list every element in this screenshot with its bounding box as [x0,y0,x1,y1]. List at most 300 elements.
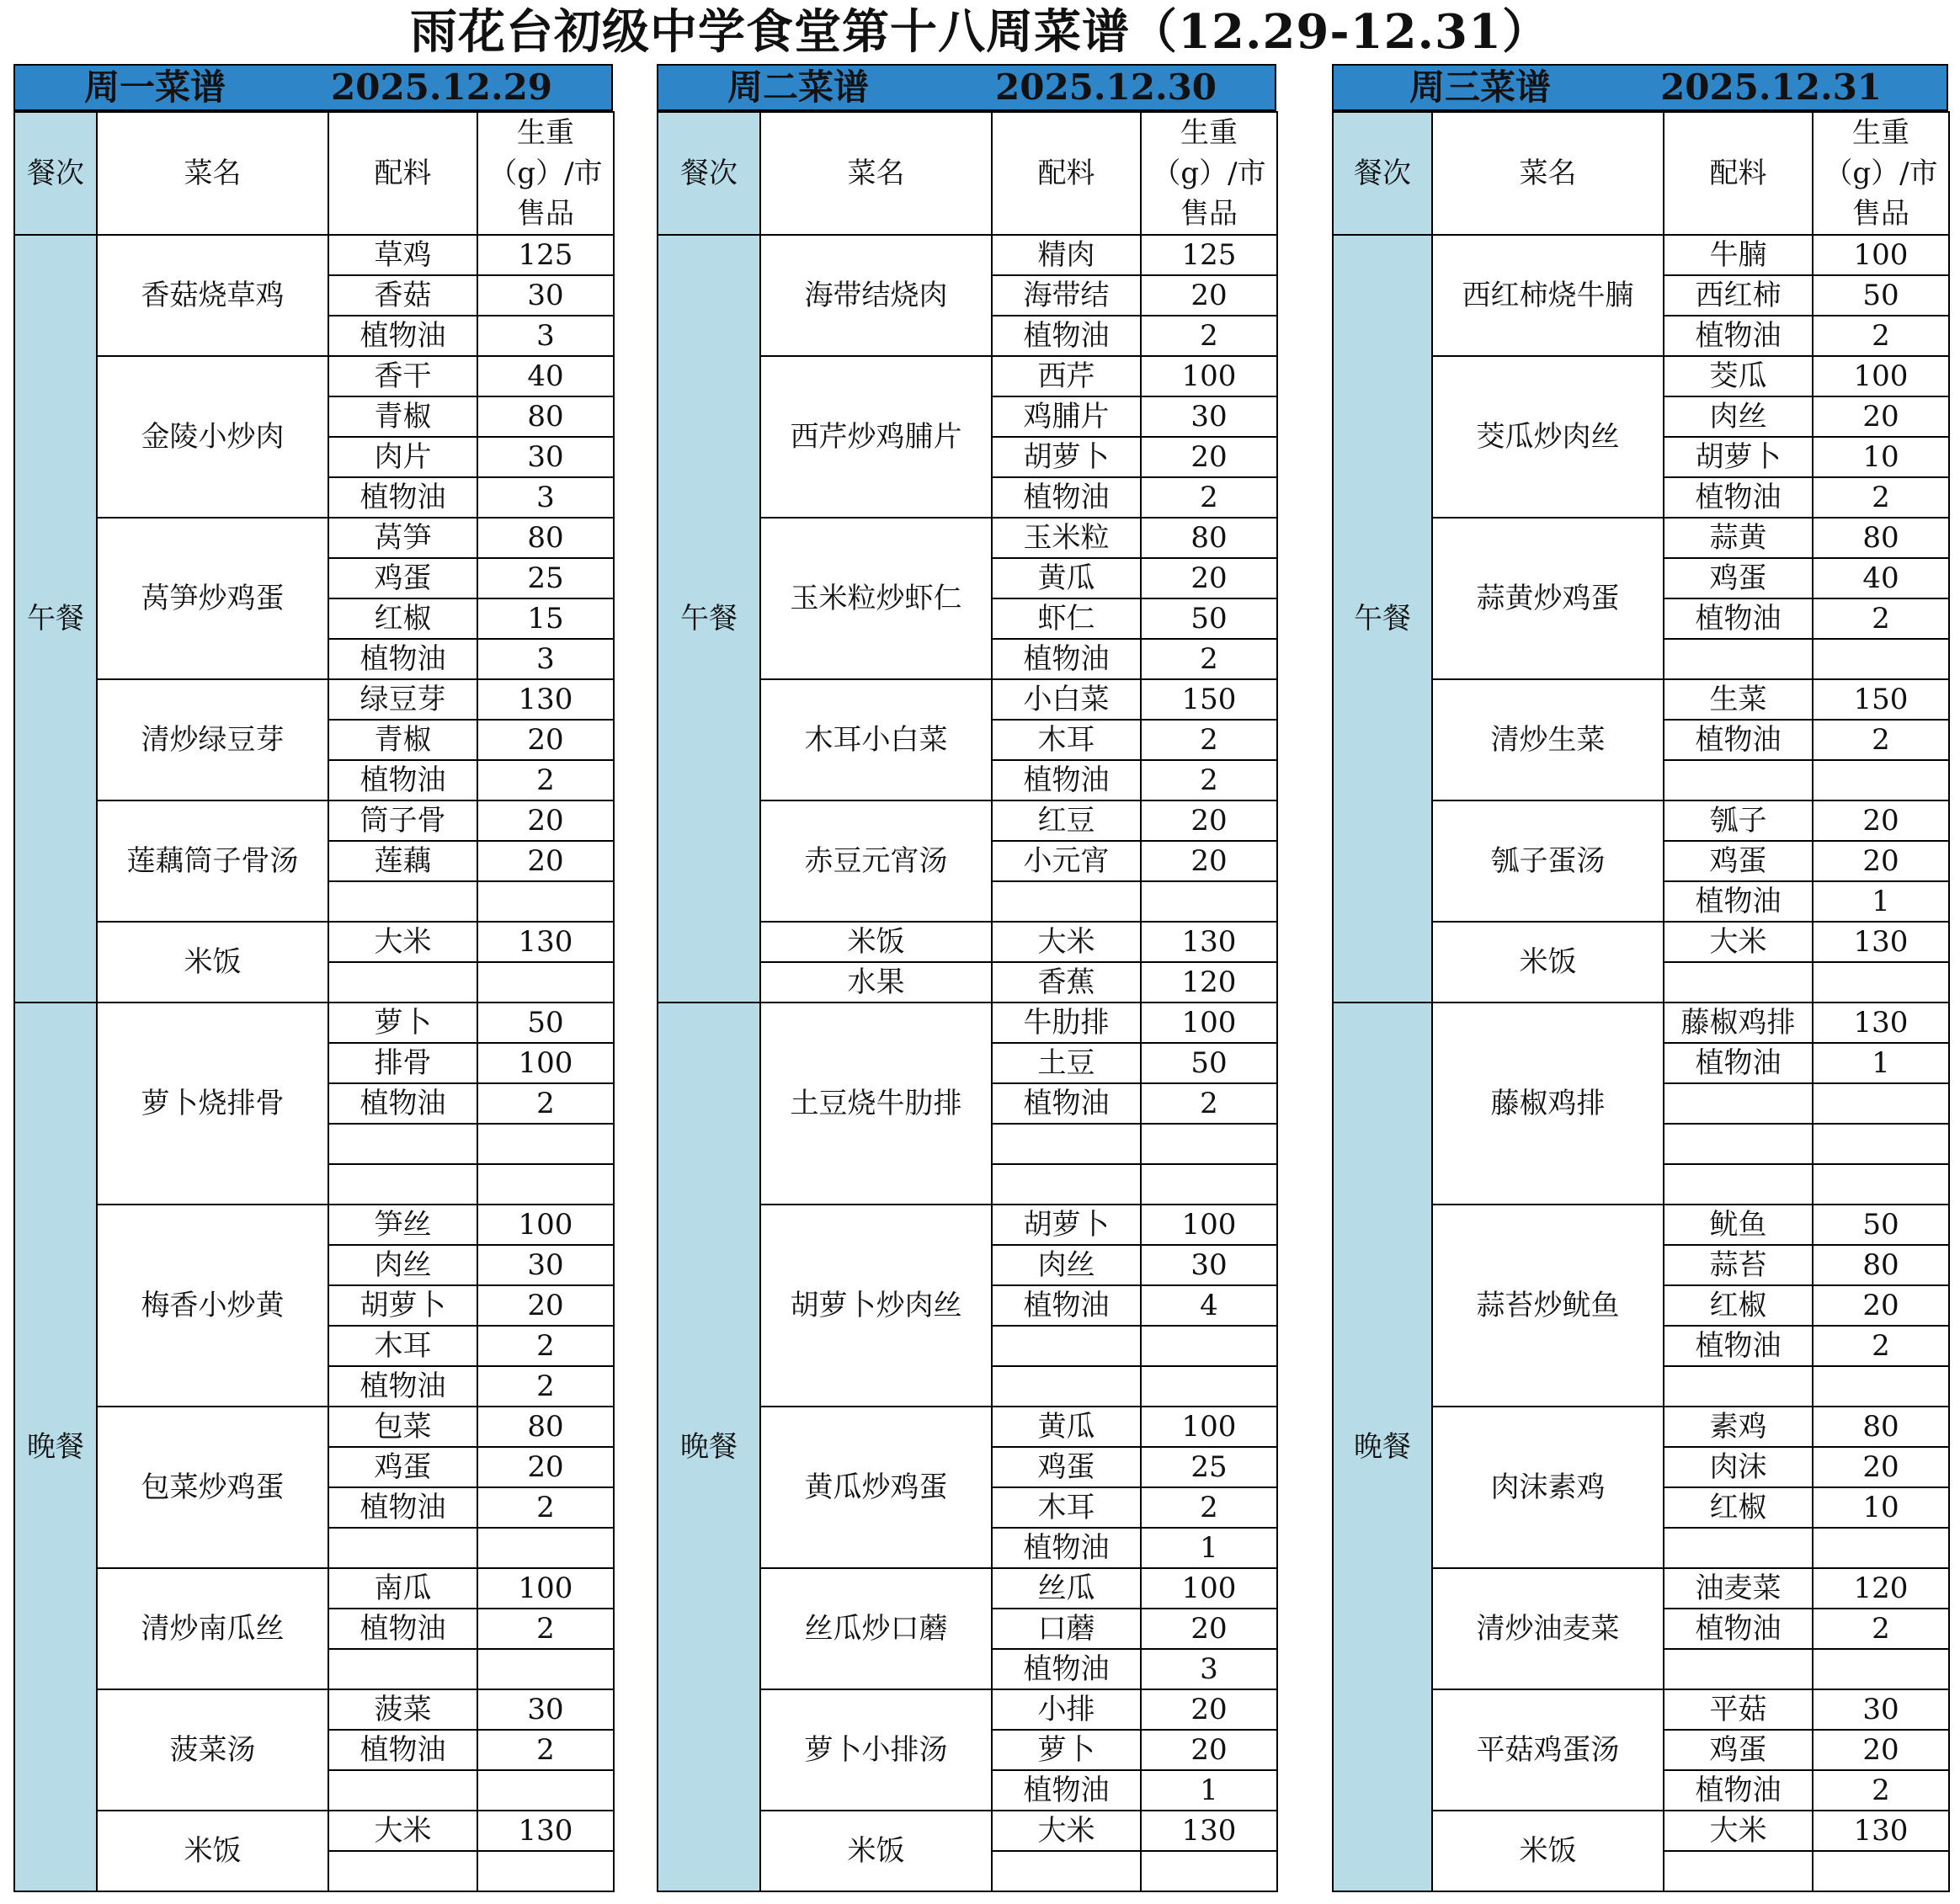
ingredient-weight: 25 [477,558,614,598]
weight-column-header: 生重（g）/市售品 [1141,112,1277,235]
ingredient-weight: 130 [1813,922,1949,962]
ingredient-name: 萝卜 [328,1003,477,1043]
ingredient-weight: 2 [477,1326,614,1366]
ingredient-weight: 2 [477,1609,614,1649]
ingredient-name: 牛肋排 [992,1003,1141,1043]
table-row [14,1205,614,1245]
ingredient-name: 鸡蛋 [1664,558,1813,598]
ingredient-name: 植物油 [1664,598,1813,639]
ingredient-weight: 130 [1141,1811,1277,1851]
ingredient-name [1664,1366,1813,1407]
ingredient-name: 精肉 [992,235,1141,275]
ingredient-weight [1813,1528,1949,1568]
table-row [14,1003,614,1043]
ingredient-weight: 20 [477,1447,614,1487]
ingredient-name: 肉片 [328,437,477,477]
ingredient-name: 植物油 [992,1528,1141,1568]
ingredient-weight: 20 [1141,437,1277,477]
ingredient-weight [1141,881,1277,922]
ingredient-weight: 30 [477,437,614,477]
ingredient-name: 平菇 [1664,1689,1813,1730]
day-name: 周一菜谱 [84,66,226,108]
ingredient-weight: 1 [1141,1528,1277,1568]
ingredient-column-header: 配料 [328,112,477,235]
table-row [14,1811,614,1851]
ingredient-name: 西红柿 [1664,275,1813,316]
ingredient-weight: 20 [1141,800,1277,841]
dish-name: 菠菜汤 [97,1689,328,1811]
ingredient-weight: 130 [477,922,614,962]
ingredient-name [1664,1124,1813,1164]
ingredient-name: 植物油 [1664,1326,1813,1366]
ingredient-weight [1813,639,1949,679]
dish-name: 藤椒鸡排 [1432,1003,1664,1205]
ingredient-name: 排骨 [328,1043,477,1083]
ingredient-weight: 150 [1141,679,1277,720]
ingredient-name [992,1851,1141,1891]
ingredient-weight: 20 [1813,396,1949,437]
ingredient-name: 植物油 [992,1770,1141,1811]
ingredient-weight: 80 [1141,518,1277,558]
meal-label: 午餐 [1333,235,1432,1003]
ingredient-name: 肉丝 [1664,396,1813,437]
ingredient-weight [1813,962,1949,1003]
ingredient-name: 植物油 [1664,477,1813,518]
ingredient-name: 筒子骨 [328,800,477,841]
ingredient-name: 虾仁 [992,598,1141,639]
dish-name: 水果 [760,962,992,1003]
ingredient-weight: 20 [1813,1285,1949,1326]
ingredient-name [1664,1649,1813,1689]
ingredient-weight: 40 [477,356,614,396]
ingredient-name: 植物油 [992,760,1141,800]
meal-label: 晚餐 [1333,1003,1432,1891]
ingredient-name: 牛腩 [1664,235,1813,275]
ingredient-weight: 100 [1141,1407,1277,1447]
page-title: 雨花台初级中学食堂第十八周菜谱（12.29-12.31） [410,4,1550,60]
ingredient-name: 草鸡 [328,235,477,275]
day-date: 2025.12.29 [331,66,553,108]
ingredient-name: 香蕉 [992,962,1141,1003]
ingredient-weight: 20 [1141,558,1277,598]
ingredient-weight: 2 [1141,1487,1277,1528]
ingredient-weight: 100 [477,1043,614,1083]
ingredient-name: 黄瓜 [992,558,1141,598]
ingredient-weight: 3 [1141,1649,1277,1689]
menu-table [657,111,1278,1892]
dish-name: 清炒油麦菜 [1432,1568,1664,1689]
ingredient-weight: 2 [1141,760,1277,800]
dish-column-header: 菜名 [97,112,328,235]
ingredient-name: 植物油 [328,316,477,356]
ingredient-name: 胡萝卜 [328,1285,477,1326]
ingredient-name: 植物油 [328,1083,477,1124]
ingredient-name: 大米 [328,1811,477,1851]
dish-name: 蒜黄炒鸡蛋 [1432,518,1664,679]
ingredient-name: 鸡脯片 [992,396,1141,437]
ingredient-weight: 50 [1141,598,1277,639]
dish-name: 清炒南瓜丝 [97,1568,328,1689]
ingredient-name: 鸡蛋 [1664,841,1813,881]
ingredient-weight: 50 [1813,1205,1949,1245]
ingredient-name: 油麦菜 [1664,1568,1813,1609]
dish-name: 西红柿烧牛腩 [1432,235,1664,356]
dish-name: 平菇鸡蛋汤 [1432,1689,1664,1811]
ingredient-weight: 100 [1141,356,1277,396]
ingredient-weight: 100 [477,1568,614,1609]
ingredient-weight: 100 [1141,1003,1277,1043]
table-row [14,356,614,396]
ingredient-name: 植物油 [328,1609,477,1649]
ingredient-weight: 150 [1813,679,1949,720]
dish-name: 蒜苔炒鱿鱼 [1432,1205,1664,1407]
ingredient-weight: 30 [1141,1245,1277,1285]
ingredient-weight: 20 [1141,1609,1277,1649]
ingredient-weight: 25 [1141,1447,1277,1487]
ingredient-name: 植物油 [328,1366,477,1407]
ingredient-name: 植物油 [1664,881,1813,922]
ingredient-weight: 20 [1813,1730,1949,1770]
ingredient-name: 植物油 [1664,720,1813,760]
ingredient-name [1664,1528,1813,1568]
ingredient-weight [1813,760,1949,800]
ingredient-weight: 30 [477,1245,614,1285]
table-row [14,679,614,720]
ingredient-name: 红椒 [1664,1285,1813,1326]
ingredient-weight: 2 [477,1730,614,1770]
ingredient-name: 小排 [992,1689,1141,1730]
day-header [1332,64,1948,111]
ingredient-weight: 2 [1141,316,1277,356]
ingredient-weight: 2 [1141,1083,1277,1124]
ingredient-name: 植物油 [992,477,1141,518]
ingredient-name: 鸡蛋 [1664,1730,1813,1770]
dish-name: 包菜炒鸡蛋 [97,1407,328,1568]
day-panel [1332,64,1948,1892]
ingredient-name: 萝卜 [992,1730,1141,1770]
dish-name: 米饭 [1432,922,1664,1003]
ingredient-weight [477,962,614,1003]
ingredient-weight [477,1649,614,1689]
ingredient-name: 红椒 [328,598,477,639]
ingredient-weight [1813,1851,1949,1891]
ingredient-weight: 20 [477,1285,614,1326]
dish-name: 茭瓜炒肉丝 [1432,356,1664,518]
ingredient-name [328,962,477,1003]
ingredient-name: 大米 [328,922,477,962]
ingredient-weight: 20 [1141,841,1277,881]
ingredient-weight: 130 [477,1811,614,1851]
table-row [14,922,614,962]
ingredient-weight: 10 [1813,1487,1949,1528]
dish-column-header: 菜名 [760,112,992,235]
ingredient-weight [477,1851,614,1891]
ingredient-weight [477,1528,614,1568]
ingredient-name: 莴笋 [328,518,477,558]
dish-name: 肉沫素鸡 [1432,1407,1664,1568]
meal-label: 晚餐 [14,1003,97,1891]
day-name: 周三菜谱 [1409,66,1552,108]
ingredient-name: 包菜 [328,1407,477,1447]
ingredient-weight [477,1164,614,1205]
ingredient-name: 藤椒鸡排 [1664,1003,1813,1043]
ingredient-weight: 50 [477,1003,614,1043]
dish-name: 米饭 [760,922,992,962]
ingredient-name [992,1164,1141,1205]
ingredient-weight: 2 [1813,1326,1949,1366]
dish-name: 西芹炒鸡脯片 [760,356,992,518]
dish-name: 土豆烧牛肋排 [760,1003,992,1205]
ingredient-name [1664,962,1813,1003]
ingredient-name [328,1528,477,1568]
ingredient-column-header: 配料 [1664,112,1813,235]
ingredient-name: 植物油 [328,477,477,518]
ingredient-weight: 1 [1813,1043,1949,1083]
ingredient-name: 玉米粒 [992,518,1141,558]
ingredient-weight [1813,1124,1949,1164]
ingredient-weight: 130 [1141,922,1277,962]
meal-column-header: 餐次 [14,112,97,235]
ingredient-name [992,1366,1141,1407]
ingredient-name: 植物油 [992,639,1141,679]
ingredient-name: 鸡蛋 [328,558,477,598]
ingredient-name: 红椒 [1664,1487,1813,1528]
ingredient-column-header: 配料 [992,112,1141,235]
ingredient-name: 肉丝 [992,1245,1141,1285]
dish-name: 清炒绿豆芽 [97,679,328,800]
ingredient-weight: 80 [477,396,614,437]
ingredient-weight: 125 [1141,235,1277,275]
ingredient-name: 植物油 [1664,1609,1813,1649]
table-row [1333,235,1949,275]
ingredient-name: 植物油 [992,1285,1141,1326]
ingredient-weight [477,1124,614,1164]
ingredient-weight [1813,1164,1949,1205]
ingredient-name: 大米 [992,1811,1141,1851]
ingredient-weight: 20 [477,720,614,760]
ingredient-weight: 2 [1141,639,1277,679]
ingredient-name: 木耳 [328,1326,477,1366]
table-row [14,1568,614,1609]
table-row [14,1407,614,1447]
dish-name: 瓠子蛋汤 [1432,800,1664,922]
table-row [14,235,614,275]
dish-name: 赤豆元宵汤 [760,800,992,922]
ingredient-name: 肉丝 [328,1245,477,1285]
dish-name: 金陵小炒肉 [97,356,328,518]
ingredient-name: 鸡蛋 [328,1447,477,1487]
ingredient-weight [477,881,614,922]
ingredient-name: 红豆 [992,800,1141,841]
ingredient-weight [1141,1164,1277,1205]
dish-name: 黄瓜炒鸡蛋 [760,1407,992,1568]
ingredient-name: 植物油 [992,1649,1141,1689]
ingredient-weight [1141,1366,1277,1407]
ingredient-name: 小元宵 [992,841,1141,881]
ingredient-name [1664,1164,1813,1205]
dish-name: 米饭 [97,922,328,1003]
ingredient-name: 植物油 [328,639,477,679]
ingredient-weight: 30 [477,1689,614,1730]
dish-name: 玉米粒炒虾仁 [760,518,992,679]
ingredient-weight: 100 [1141,1568,1277,1609]
dish-column-header: 菜名 [1432,112,1664,235]
ingredient-name: 植物油 [1664,316,1813,356]
ingredient-weight: 100 [477,1205,614,1245]
ingredient-weight: 2 [1813,1770,1949,1811]
ingredient-name: 生菜 [1664,679,1813,720]
ingredient-name: 小白菜 [992,679,1141,720]
ingredient-weight: 20 [477,841,614,881]
ingredient-name [1664,1083,1813,1124]
ingredient-weight: 1 [1141,1770,1277,1811]
ingredient-name: 植物油 [1664,1043,1813,1083]
dish-name: 梅香小炒黄 [97,1205,328,1407]
ingredient-name [1664,639,1813,679]
day-header [13,64,613,111]
dish-name: 米饭 [1432,1811,1664,1891]
ingredient-weight: 2 [1813,598,1949,639]
ingredient-name: 南瓜 [328,1568,477,1609]
dish-name: 胡萝卜炒肉丝 [760,1205,992,1407]
ingredient-weight [1141,1326,1277,1366]
ingredient-name [1664,1851,1813,1891]
ingredient-name: 植物油 [328,1487,477,1528]
ingredient-weight: 80 [477,1407,614,1447]
ingredient-name: 口蘑 [992,1609,1141,1649]
ingredient-name: 茭瓜 [1664,356,1813,396]
ingredient-weight: 20 [477,800,614,841]
ingredient-weight: 2 [477,1366,614,1407]
ingredient-name: 黄瓜 [992,1407,1141,1447]
ingredient-name: 蒜黄 [1664,518,1813,558]
ingredient-weight: 50 [1813,275,1949,316]
ingredient-weight: 80 [477,518,614,558]
ingredient-name: 大米 [992,922,1141,962]
ingredient-name: 青椒 [328,396,477,437]
ingredient-name [328,1124,477,1164]
table-row [14,800,614,841]
ingredient-weight: 100 [1813,235,1949,275]
menu-table [1332,111,1950,1892]
weight-column-header: 生重（g）/市售品 [1813,112,1949,235]
ingredient-weight: 125 [477,235,614,275]
ingredient-weight: 20 [1813,1447,1949,1487]
ingredient-weight: 130 [477,679,614,720]
ingredient-weight: 10 [1813,437,1949,477]
ingredient-weight: 130 [1813,1003,1949,1043]
dish-name: 米饭 [97,1811,328,1891]
ingredient-name [1664,760,1813,800]
ingredient-name: 大米 [1664,1811,1813,1851]
ingredient-weight: 20 [1813,841,1949,881]
ingredient-weight: 3 [477,316,614,356]
ingredient-weight: 15 [477,598,614,639]
ingredient-name [328,1851,477,1891]
ingredient-weight: 2 [477,760,614,800]
ingredient-name [992,1124,1141,1164]
ingredient-name [328,1649,477,1689]
column-header-row [14,112,614,235]
ingredient-name: 植物油 [1664,1770,1813,1811]
ingredient-name: 木耳 [992,720,1141,760]
ingredient-weight: 120 [1813,1568,1949,1609]
dish-name: 丝瓜炒口蘑 [760,1568,992,1689]
table-row [14,1689,614,1730]
meal-label: 午餐 [14,235,97,1003]
table-row [14,518,614,558]
ingredient-name: 鱿鱼 [1664,1205,1813,1245]
ingredient-weight: 2 [1141,720,1277,760]
ingredient-name: 鸡蛋 [992,1447,1141,1487]
meal-column-header: 餐次 [658,112,760,235]
ingredient-weight: 120 [1141,962,1277,1003]
ingredient-weight: 2 [1813,1609,1949,1649]
ingredient-weight: 100 [1813,356,1949,396]
ingredient-name: 木耳 [992,1487,1141,1528]
ingredient-weight: 2 [1813,316,1949,356]
ingredient-name: 青椒 [328,720,477,760]
ingredient-weight: 20 [1813,800,1949,841]
table-row [658,1003,1277,1043]
ingredient-weight: 2 [477,1083,614,1124]
ingredient-name: 肉沫 [1664,1447,1813,1487]
ingredient-weight: 40 [1813,558,1949,598]
ingredient-weight: 2 [1813,477,1949,518]
ingredient-weight: 3 [477,639,614,679]
meal-label: 午餐 [658,235,760,1003]
ingredient-name: 蒜苔 [1664,1245,1813,1285]
meal-column-header: 餐次 [1333,112,1432,235]
ingredient-weight: 1 [1813,881,1949,922]
ingredient-name: 西芹 [992,356,1141,396]
menu-table [13,111,615,1892]
column-header-row [1333,112,1949,235]
ingredient-weight [1813,1083,1949,1124]
ingredient-weight: 20 [1141,275,1277,316]
dish-name: 萝卜小排汤 [760,1689,992,1811]
ingredient-weight: 100 [1141,1205,1277,1245]
meal-label: 晚餐 [658,1003,760,1891]
ingredient-name: 植物油 [328,760,477,800]
ingredient-name: 植物油 [328,1730,477,1770]
ingredient-weight: 4 [1141,1285,1277,1326]
ingredient-name [992,881,1141,922]
ingredient-weight: 30 [477,275,614,316]
day-date: 2025.12.31 [1660,66,1883,108]
ingredient-name: 植物油 [992,316,1141,356]
ingredient-name: 大米 [1664,922,1813,962]
ingredient-weight [477,1770,614,1811]
dish-name: 清炒生菜 [1432,679,1664,800]
weight-column-header: 生重（g）/市售品 [477,112,614,235]
ingredient-weight [1813,1649,1949,1689]
ingredient-name: 瓠子 [1664,800,1813,841]
dish-name: 米饭 [760,1811,992,1891]
ingredient-weight: 3 [477,477,614,518]
ingredient-name [328,1770,477,1811]
ingredient-name: 土豆 [992,1043,1141,1083]
ingredient-name: 胡萝卜 [992,437,1141,477]
dish-name: 萝卜烧排骨 [97,1003,328,1205]
dish-name: 莴笋炒鸡蛋 [97,518,328,679]
ingredient-name: 笋丝 [328,1205,477,1245]
day-header [657,64,1276,111]
ingredient-name: 素鸡 [1664,1407,1813,1447]
ingredient-name: 绿豆芽 [328,679,477,720]
day-date: 2025.12.30 [995,66,1217,108]
day-panel [13,64,613,1892]
